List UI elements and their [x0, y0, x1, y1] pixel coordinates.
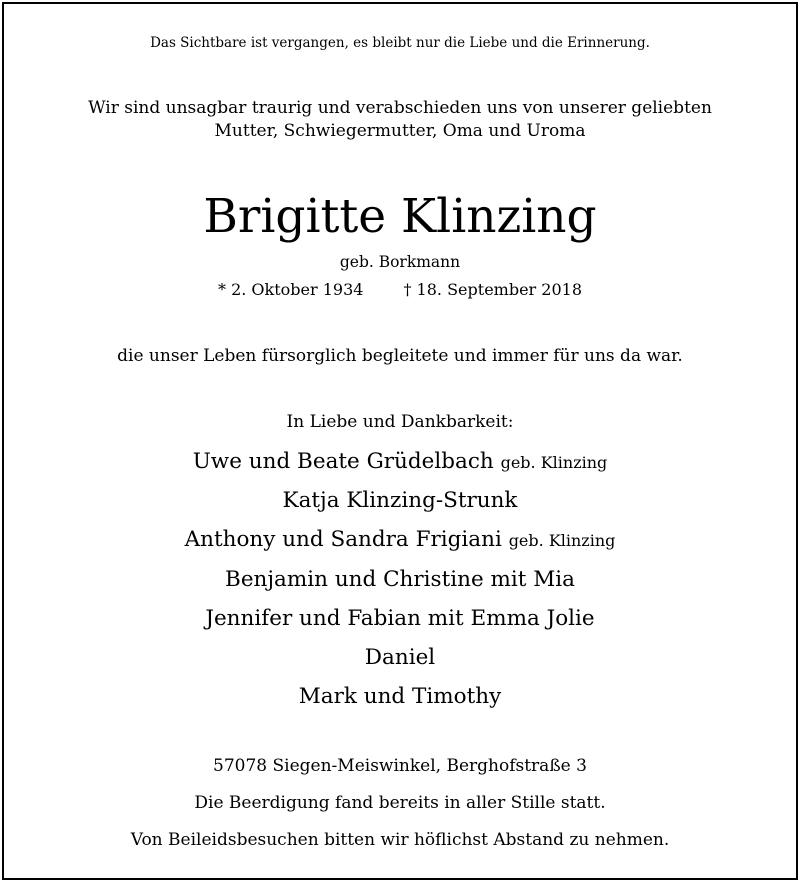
deceased-name: Brigitte Klinzing	[203, 189, 597, 244]
intro-line-2: Mutter, Schwiegermutter, Oma und Uroma	[214, 121, 586, 141]
mourner-entry	[4, 527, 796, 554]
funeral-note: Die Beerdigung fand bereits in aller Stille statt.	[194, 793, 606, 813]
mourner-entry	[4, 567, 796, 593]
gratitude-heading: In Liebe und Dankbarkeit:	[286, 412, 514, 432]
family-address: 57078 Siegen-Meiswinkel, Berghofstraße 3	[213, 756, 587, 776]
intro-text	[4, 97, 796, 143]
mourner-note: geb. Klinzing	[508, 531, 616, 550]
mourner-name: Mark und Timothy	[298, 684, 502, 709]
mourner-entry	[4, 449, 796, 476]
maiden-name: geb. Borkmann	[339, 253, 461, 271]
condolence-note: Von Beileidsbesuchen bitten wir höflichst Abstand zu nehmen.	[130, 830, 670, 850]
obituary-notice	[2, 2, 798, 880]
tribute-text: die unser Leben fürsorglich begleitete und immer für uns da war.	[117, 346, 683, 366]
mourner-name: Jennifer und Fabian mit Emma Jolie	[205, 606, 595, 631]
birth-date: * 2. Oktober 1934	[217, 280, 364, 299]
mourner-entry	[4, 645, 796, 671]
mourner-entry	[4, 684, 796, 710]
death-date: † 18. September 2018	[403, 280, 582, 299]
mourner-note: geb. Klinzing	[500, 453, 608, 472]
intro-line-1: Wir sind unsagbar traurig und verabschieden uns von unserer geliebten	[88, 98, 712, 118]
mourner-entry	[4, 488, 796, 514]
mourner-name: Benjamin und Christine mit Mia	[225, 567, 575, 592]
mourner-entry	[4, 606, 796, 632]
mourner-name: Katja Klinzing-Strunk	[282, 488, 518, 513]
mourner-name: Anthony und Sandra Frigiani	[184, 527, 502, 552]
motto-quote: Das Sichtbare ist vergangen, es bleibt nur die Liebe und die Erinnerung.	[150, 35, 650, 51]
mourner-name: Daniel	[364, 645, 436, 670]
mourner-name: Uwe und Beate Grüdelbach	[192, 449, 494, 474]
life-dates	[4, 280, 796, 299]
